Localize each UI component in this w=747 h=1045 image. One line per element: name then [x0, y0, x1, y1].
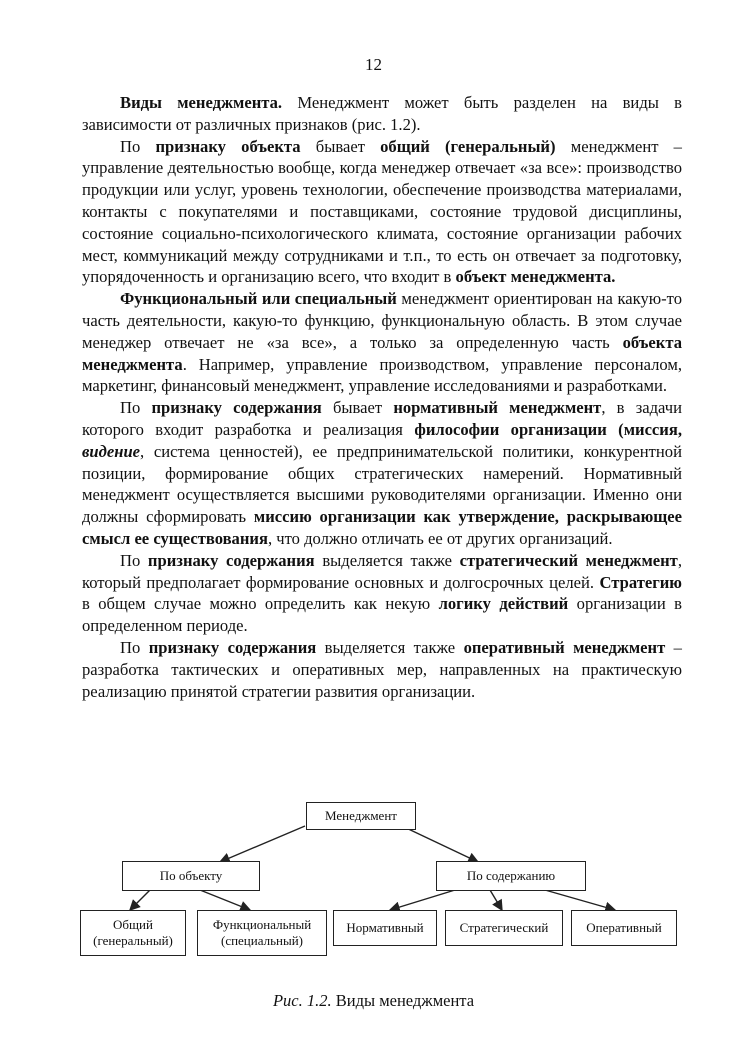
bold-text: объекта менеджмента [82, 332, 682, 374]
bold-text: Функциональный или специальный [120, 289, 397, 309]
text-run: , который предполагает формирование основных и долгосрочных целей. [82, 550, 682, 592]
text-run: выделяется также [316, 637, 464, 657]
general-box [80, 910, 186, 956]
root-box: Менеджмент [306, 802, 416, 830]
paragraph [82, 637, 682, 702]
by-content-box: По содержанию [436, 861, 586, 891]
connector-content-normative [390, 890, 455, 910]
functional-line1: Функциональный [212, 917, 312, 932]
operative-box: Оперативный [571, 910, 677, 946]
bold-text: Виды менеджмента. [120, 93, 283, 112]
bold-text: признаку объекта [155, 136, 301, 156]
normative-box: Нормативный [333, 910, 437, 946]
bold-text: логику действий [438, 594, 569, 614]
management-types-diagram [0, 800, 747, 975]
strategic-box: Стратегический [445, 910, 563, 946]
functional-box [197, 910, 327, 956]
connector-object-general [130, 890, 150, 910]
bold-text: общий (генеральный) [380, 136, 556, 156]
bold-text: признаку содержания [151, 398, 322, 418]
bold-text: видение [82, 441, 141, 461]
bold-text: нормативный менеджмент [393, 398, 602, 418]
bold-text: объект менеджмента. [455, 267, 616, 287]
connector-root-object [220, 826, 305, 862]
bold-text: философии организации (миссия, [414, 419, 682, 439]
paragraph [82, 550, 682, 637]
bold-text: признаку содержания [148, 637, 317, 657]
text-run: менеджмент ориентирован на какую-то часть деятельности, какую-то функцию, функциональную область. В этом случае менеджер отвечает не «за все», а только за определенную часть [82, 289, 682, 352]
text-run: – разработка тактических и оперативных мер, направленных на практическую реализацию принятой стратегии развития организации. [82, 637, 682, 701]
caption-text: Виды менеджмента [331, 991, 475, 1010]
text-run: выделяется также [314, 550, 460, 570]
text-run: , что должно отличать ее от других организаций. [267, 528, 613, 548]
text-run: По [120, 398, 152, 418]
paragraph [82, 92, 682, 136]
text-run: бывает [321, 398, 394, 418]
caption-label: Рис. 1.2. [272, 991, 332, 1010]
text-run: Менеджмент может быть разделен на виды в зависимости от различных признаков (рис. 1.2). [82, 93, 682, 134]
text-run: По [120, 637, 149, 657]
text-run: По [120, 136, 156, 156]
paragraph [82, 397, 682, 550]
text-run: . Например, управление производством, управление персоналом, маркетинг, финансовый менеджмент, управление исследованиями и разработками. [82, 354, 682, 396]
bold-text: стратегический менеджмент [459, 550, 678, 570]
text-run: организации в определенном периоде. [82, 594, 682, 636]
text-run: бывает [300, 136, 381, 156]
by-object-box: По объекту [122, 861, 260, 891]
bold-text: Стратегию [599, 572, 682, 592]
functional-line2: (специальный) [220, 933, 304, 948]
connector-content-operative [545, 890, 615, 910]
text-run: менеджмент – управление деятельностью вообще, когда менеджер отвечает «за все»: производство продукции или услуг, уровень технологии, обеспечение производства материалами, контакты с покупателями и поставщиками, состояние трудовой дисциплины, состояние социально-психологического климата, состояние организации рабочих мест, коммуникаций между сотрудниками и т.п., то есть он отвечает за подготовку, упорядоченность и организацию всего, что входит в [82, 136, 682, 287]
general-line2: (генеральный) [93, 933, 173, 948]
paragraph [82, 136, 682, 289]
general-line1: Общий [113, 917, 153, 932]
text-run: , система ценностей), ее предпринимательской политики, конкурентной позиции, формирование общих стратегических намерений. Нормативный менеджмент осуществляется высшими руководителями организации. Именно они должны сформировать [82, 441, 682, 527]
paragraph [82, 288, 682, 397]
text-run: По [120, 550, 148, 570]
connector-root-content [402, 826, 478, 862]
connector-content-strategic [490, 890, 502, 910]
connector-object-functional [200, 890, 250, 910]
bold-text: оперативный менеджмент [463, 637, 666, 657]
bold-text: признаку содержания [147, 550, 315, 570]
text-run: в общем случае можно определить как некую [82, 594, 439, 614]
figure-caption [0, 991, 747, 1011]
body-text [82, 92, 682, 702]
text-run: , в задачи которого входит разработка и реализация [82, 398, 682, 439]
bold-text: миссию организации как утверждение, раскрывающее смысл ее существования [82, 507, 683, 548]
page-number: 12 [365, 55, 382, 74]
